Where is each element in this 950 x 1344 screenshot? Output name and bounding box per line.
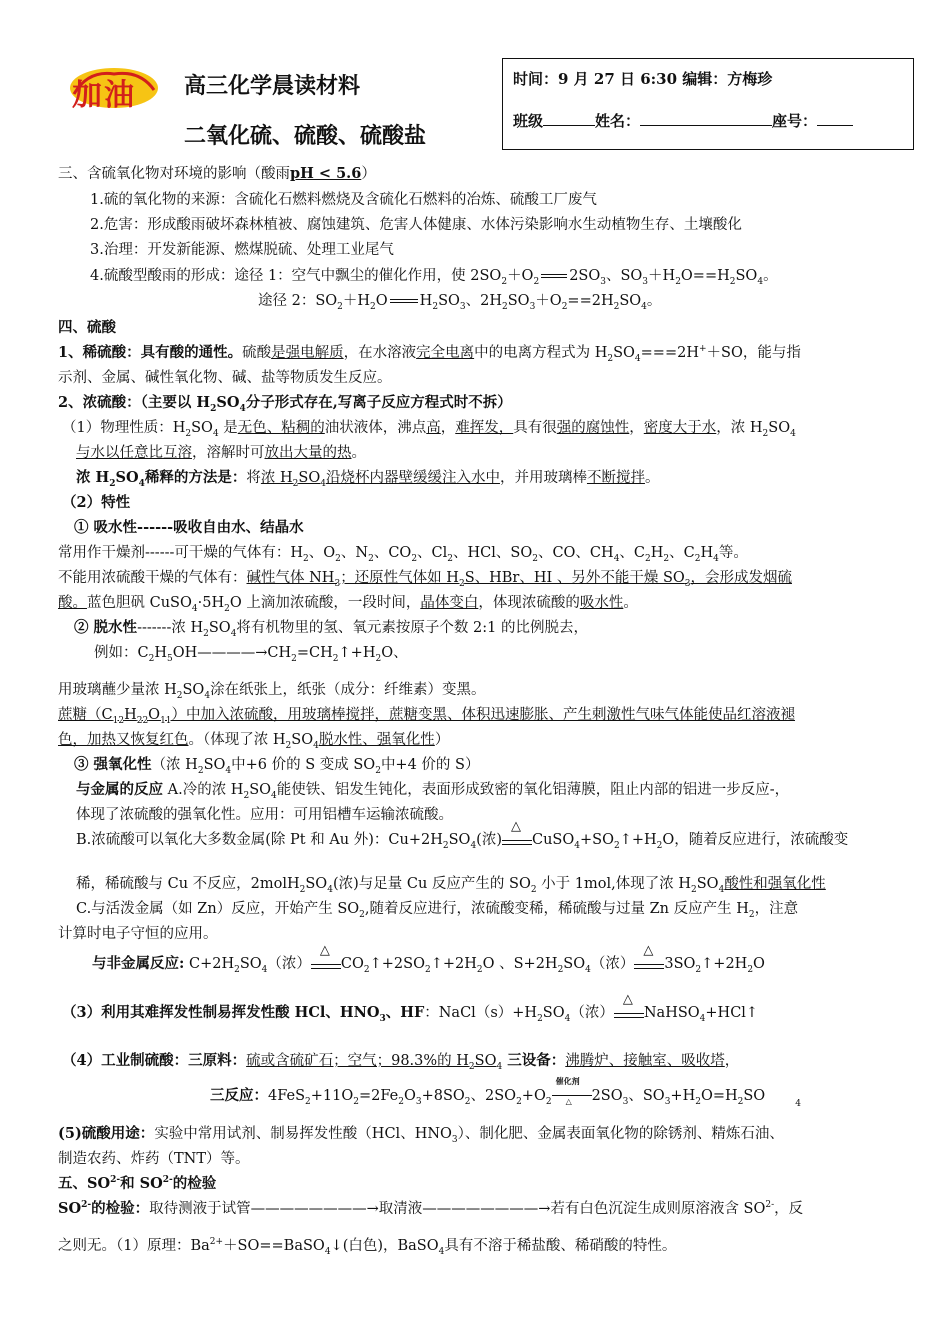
paper-blackening-line: 用玻璃蘸少量浓 $H_2SO_4$涂在纸张上，纸张（成分：纤维素）变黑。 bbox=[58, 682, 486, 701]
info-line-student bbox=[513, 109, 853, 131]
dilute-acid-line1: 1、稀硫酸：具有酸的通性。硫酸是强电解质，在水溶液完全电离中的电离方程式为 $H_2SO_4===2H^++SO$，能与指 bbox=[58, 344, 801, 364]
metal-reaction-a-line1: 与金属的反应 A.冷的浓 $H_2SO_4$能使铁、铝发生钝化，表面形成致密的氧化铝薄膜，阻止内部的铝进一步反应-， bbox=[76, 781, 790, 801]
volatile-acid-prep: （3）利用其难挥发性制易挥发性酸 HCl、$HNO_3$、HF：$NaCl(s)+H_2SO_4$（浓） △ NaHSO$_4$+HCl↑ bbox=[62, 992, 759, 1024]
dehydration-heading: ② 脱水性-------浓 $H_2SO_4$将有机物里的氢、氧元素按原子个数 2:1 的比例脱去， bbox=[74, 619, 588, 639]
page-title: 高三化学晨读材料 bbox=[184, 73, 361, 99]
heat-equals-sign: △ bbox=[614, 1004, 644, 1022]
metal-reaction-b-line2: 稀，稀硫酸与 Cu 不反应，$2molH_2SO_4$(浓)与足量 Cu 反应产生的 $SO_2$ 小于 1mol,体现了浓 $H_2SO_4$酸性和强氧化性 bbox=[76, 876, 826, 895]
heat-equals-sign: △ bbox=[311, 955, 341, 973]
metal-reaction-c-line2: 计算时电子守恒的应用。 bbox=[58, 926, 218, 942]
section3-heading: 三、含硫氧化物对环境的影响（酸雨pH < 5.6） bbox=[58, 165, 376, 182]
industrial-prep-line1: （4）工业制硫酸：三原料：硫或含硫矿石；空气；98.3%的 $H_2SO_4$ 三设备：沸腾炉、接触室、吸收塔， bbox=[62, 1052, 740, 1072]
heat-equals-sign: △ bbox=[634, 955, 664, 973]
class-label: 班级 bbox=[513, 112, 544, 130]
class-field[interactable] bbox=[543, 109, 595, 126]
sucrose-line2: 色，加热又恢复红色。（体现了浓 $H_2SO_4$脱水性、强氧化性） bbox=[58, 732, 450, 751]
physical-props-line2: 与水以任意比互溶，溶解时可放出大量的热。 bbox=[76, 445, 366, 461]
section3-line4: 4.硫酸型酸雨的形成：途径 1：空气中飘尘的催化作用，使 $2SO_2+O_2$ $2SO_3$、$SO_3+H_2O==H_2SO_4$。 bbox=[90, 268, 778, 287]
page-subtitle: 二氧化硫、硫酸、硫酸盐 bbox=[184, 123, 427, 149]
seat-label: 座号： bbox=[772, 112, 818, 130]
uses-line2: 制造农药、炸药（TNT）等。 bbox=[58, 1151, 250, 1167]
logo bbox=[68, 64, 160, 112]
conc-acid-heading: 2、浓硫酸：（主要以 $H_2SO_4$分子形式存在,写离子反应方程式时不拆） bbox=[58, 394, 512, 414]
non-drying-gases-line2: 酸。蓝色胆矾 $CuSO_4\cdot 5H_2O$ 上滴加浓硫酸，一段时间，晶体变白，体现浓硫酸的吸水性。 bbox=[58, 595, 638, 614]
section4-heading: 四、硫酸 bbox=[58, 319, 116, 336]
uses-line1: (5)硫酸用途：实验中常用试剂、制易挥发性酸（HCl、$HNO_3$）、制化肥、金属表面氧化物的除锈剂、精炼石油、 bbox=[58, 1125, 784, 1145]
water-absorption-heading: ① 吸水性------吸收自由水、结晶水 bbox=[74, 519, 304, 536]
dehydration-example: 例如：$C_2H_5OH————\to CH_2=CH_2↑+H_2O$、 bbox=[94, 645, 408, 664]
section3-line3: 3.治理：开发新能源、燃煤脱硫、处理工业尾气 bbox=[90, 242, 394, 258]
info-line-time-editor: 时间：9 月 27 日 6:30 编辑：方梅珍 bbox=[513, 70, 773, 88]
sucrose-line1: 蔗糖$(C_{12}H_{22}O_{11})$中加入浓硫酸，用玻璃棒搅拌，蔗糖变黑、体积迅速膨胀、产生刺激性气味气体能使品红溶液褪 bbox=[58, 707, 796, 726]
dilution-method: 浓 $H_2SO_4$稀释的方法是：将浓 $H_2SO_4$沿烧杯内器壁缓缓注入水中，并用玻璃棒不断搅拌。 bbox=[76, 469, 660, 489]
heat-equals-sign: △ bbox=[502, 831, 532, 849]
metal-reaction-b-line1: B.浓硫酸可以氧化大多数金属(除 Pt 和 Au 外)：$Cu+2H_2SO_4$(浓) △ $CuSO_4+SO_2↑+H_2O$，随着反应进行，浓硫酸变 bbox=[76, 819, 849, 851]
section3-line2: 2.危害：形成酸雨破坏森林植被、腐蚀建筑、危害人体健康、水体污染影响水生动植物生存、土壤酸化 bbox=[90, 217, 742, 233]
section3-line5: 途径 2：$SO_2+H_2O$ $H_2SO_3$、$2H_2SO_3+O_2==2H_2SO_4$。 bbox=[258, 293, 662, 312]
sulfate-test-line1: $SO^{2-}$的检验：取待测液于试管————————→取清液————————→若有白色沉淀生成则原溶液含 $SO^{2-}$，反 bbox=[58, 1200, 804, 1217]
drying-gases-line: 常用作干燥剂------可干燥的气体有：$H_2$、$O_2$、$N_2$、$CO_2$、$Cl_2$、HCl、$SO_2$、CO、$CH_4$、$C_2H_2$、$C_2H_4$等。 bbox=[58, 545, 748, 564]
logo-text: 加油 bbox=[72, 78, 136, 113]
section5-heading: 五、$SO^{2-}$和 $SO^{2-}$的检验 bbox=[58, 1175, 217, 1192]
nonmetal-reaction: 与非金属反应: $C+2H_2SO_4$（浓） △ $CO_2↑+2SO_2↑+2H_2O$ 、$S+2H_2SO_4$（浓） △ $3SO_2↑+2H_2O$ bbox=[92, 943, 765, 975]
section3-line1: 1.硫的氧化物的来源：含硫化石燃料燃烧及含硫化石燃料的冶炼、硫酸工厂废气 bbox=[90, 192, 597, 208]
metal-reaction-c-line1: C.与活泼金属（如 Zn）反应，开始产生 $SO_2$,随着反应进行，浓硫酸变稀，稀硫酸与过量 Zn 反应产生 $H_2$，注意 bbox=[76, 901, 799, 920]
metal-reaction-a-line2: 体现了浓硫酸的强氧化性。应用：可用铝槽车运输浓硫酸。 bbox=[76, 807, 453, 823]
name-field[interactable] bbox=[640, 109, 772, 126]
catalyst-arrow: 催化剂 △ bbox=[552, 1087, 592, 1105]
seat-field[interactable] bbox=[817, 109, 853, 126]
sulfate-test-line2: 之则无。（1）原理：$Ba^{2+}+SO==BaSO_4↓$(白色)，BaSO$_4$具有不溶于稀盐酸、稀硝酸的特性。 bbox=[58, 1237, 677, 1257]
physical-props-line1: （1）物理性质：$H_2SO_4$ 是无色、粘稠的油状液体，沸点高，难挥发，具有很强的腐蚀性，密度大于水，浓 $H_2SO_4$ bbox=[62, 420, 796, 439]
non-drying-gases-line1: 不能用浓硫酸干燥的气体有：碱性气体 $NH_3$；还原性气体如 $H_2S$、HBr、HI 、另外不能干燥 $SO_3$，会形成发烟硫 bbox=[58, 570, 792, 589]
properties-heading: （2）特性 bbox=[62, 494, 131, 511]
industrial-prep-line2: 三反应：$4FeS_2+11O_2=2Fe_2O_3+8SO_2$、$2SO_2+O_2$ 催化剂 △ $2SO_3$、$SO_3+H_2O=H_2SO$ $_4$ bbox=[210, 1076, 801, 1109]
name-label: 姓名： bbox=[595, 112, 641, 130]
oxidizing-heading: ③ 强氧化性（浓 $H_2SO_4$中+6 价的 S 变成 $SO_2$中+4 价的 S） bbox=[74, 756, 480, 776]
info-box bbox=[502, 58, 914, 150]
dilute-acid-line2: 示剂、金属、碱性氧化物、碱、盐等物质发生反应。 bbox=[58, 370, 392, 386]
